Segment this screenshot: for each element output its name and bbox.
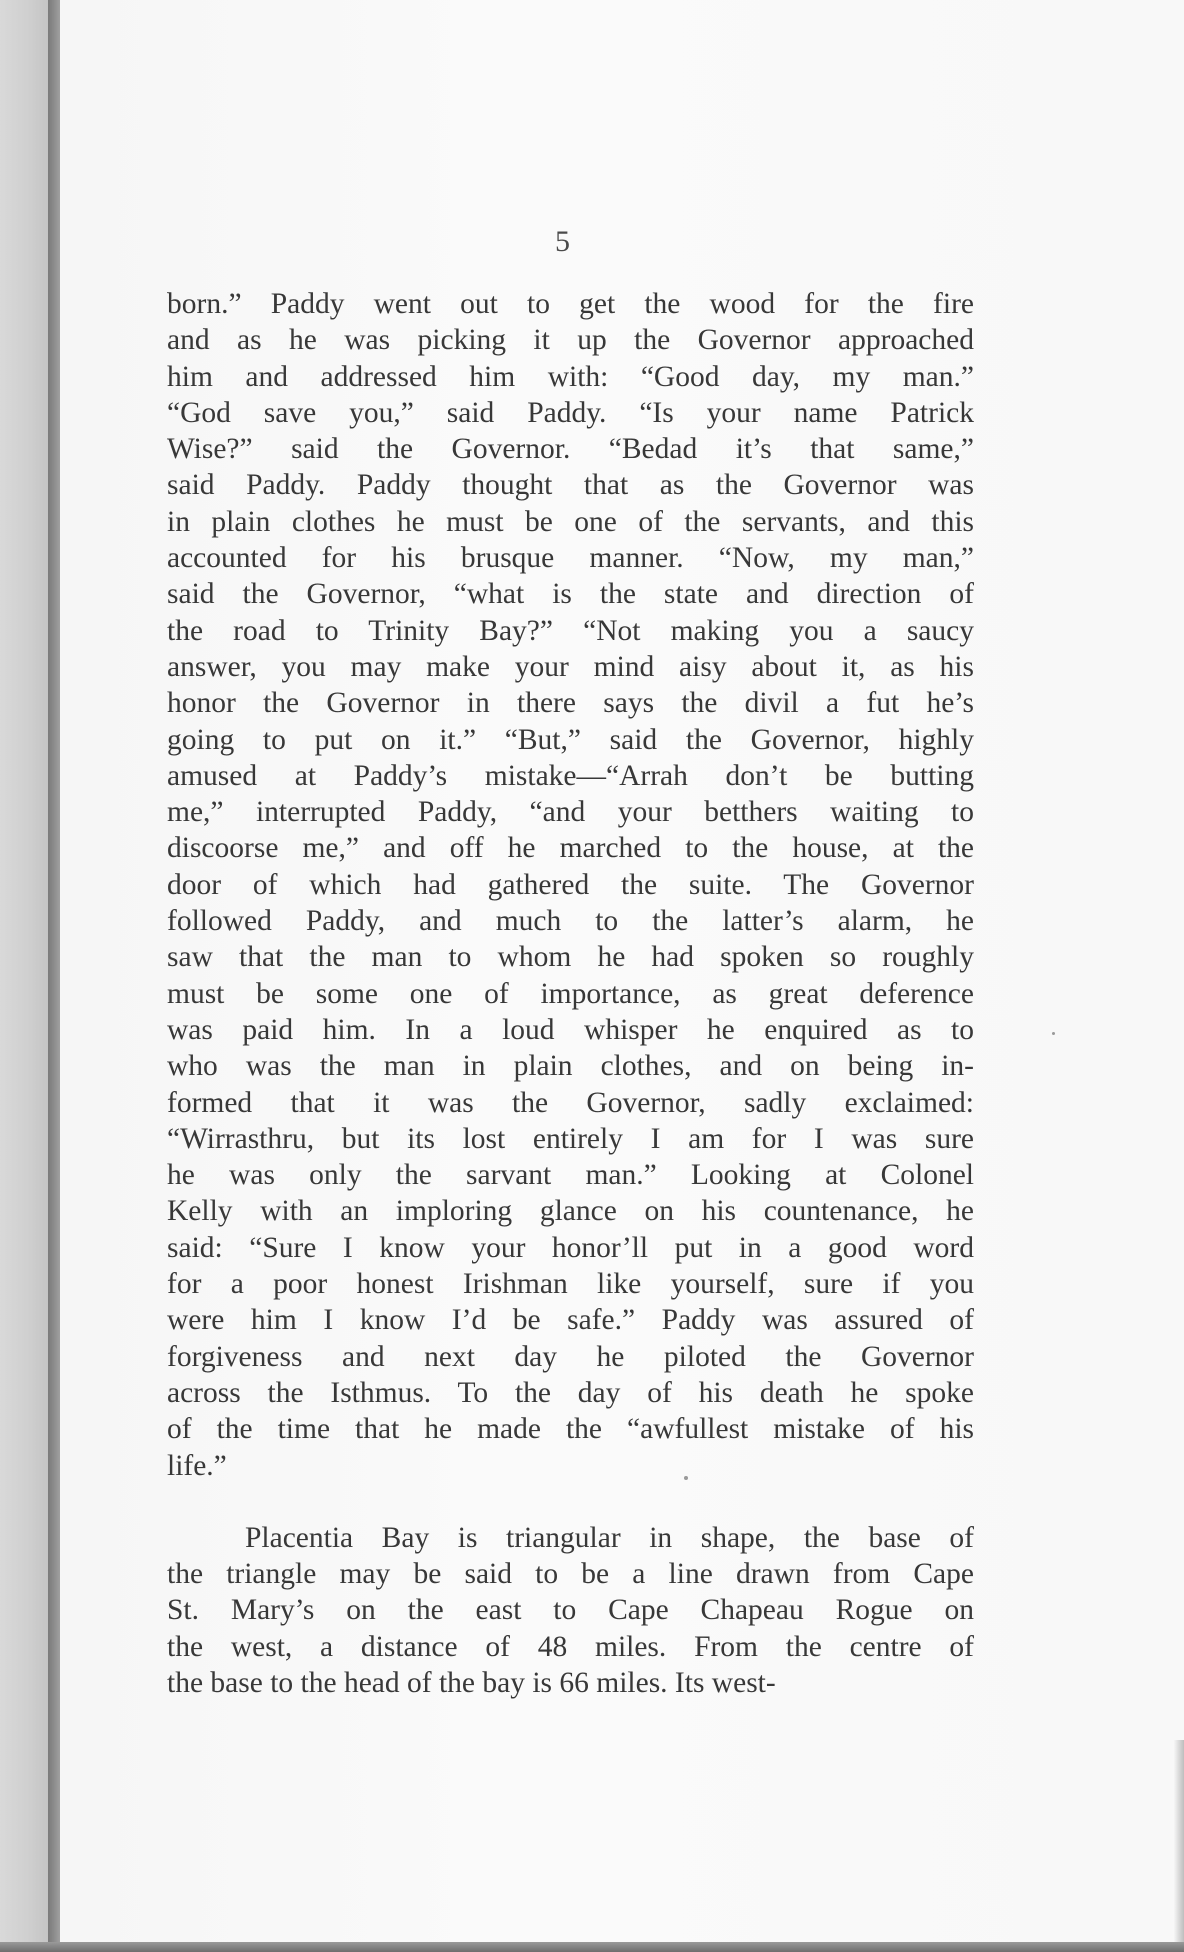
- text-line: said the Governor, “what is the state and direction of: [167, 578, 974, 611]
- text-line: for a poor honest Irishman like yourself, sure if you: [167, 1268, 974, 1301]
- paragraph-2: [167, 1520, 974, 1701]
- binding-edge: [48, 0, 60, 1952]
- text-line: he was only the sarvant man.” Looking at Colonel: [167, 1159, 974, 1192]
- text-line: me,” interrupted Paddy, “and your betthers waiting to: [167, 796, 974, 829]
- text-line: was paid him. In a loud whisper he enquired as to: [167, 1013, 974, 1046]
- text-line: said: “Sure I know your honor’ll put in a good word: [167, 1231, 974, 1264]
- text-line: St. Mary’s on the east to Cape Chapeau Rogue on: [167, 1594, 974, 1627]
- text-line: “God save you,” said Paddy. “Is your name Patrick: [167, 396, 974, 429]
- text-line: formed that it was the Governor, sadly exclaimed:: [167, 1086, 974, 1119]
- text-line: must be some one of importance, as great deference: [167, 977, 974, 1010]
- text-line: Kelly with an imploring glance on his countenance, he: [167, 1195, 974, 1228]
- text-line: Placentia Bay is triangular in shape, the base of: [245, 1521, 974, 1554]
- text-line: saw that the man to whom he had spoken so roughly: [167, 941, 974, 974]
- text-line: discoorse me,” and off he marched to the house, at the: [167, 832, 974, 865]
- scan-speck: [1052, 1032, 1055, 1035]
- bottom-page-edge: [0, 1942, 1184, 1952]
- text-line: the triangle may be said to be a line drawn from Cape: [167, 1558, 974, 1591]
- text-line: amused at Paddy’s mistake—“Arrah don’t be butting: [167, 759, 974, 792]
- text-line: going to put on it.” “But,” said the Governor, highly: [167, 723, 974, 756]
- spine-margin: [0, 0, 48, 1952]
- scan-speck: [684, 1476, 688, 1480]
- text-line: across the Isthmus. To the day of his death he spoke: [167, 1376, 974, 1409]
- text-line: Wise?” said the Governor. “Bedad it’s that same,”: [167, 433, 974, 466]
- text-line: in plain clothes he must be one of the servants, and this: [167, 505, 974, 538]
- body-text: [167, 286, 974, 1701]
- text-line: answer, you may make your mind aisy about it, as his: [167, 650, 974, 683]
- text-line: and as he was picking it up the Governor approached: [167, 324, 974, 357]
- text-line: door of which had gathered the suite. The Governor: [167, 868, 974, 901]
- text-line: him and addressed him with: “Good day, my man.”: [167, 360, 974, 393]
- text-line: were him I know I’d be safe.” Paddy was assured of: [167, 1304, 974, 1337]
- text-line: born.” Paddy went out to get the wood for the fire: [167, 288, 974, 320]
- page-number: 5: [555, 225, 570, 258]
- text-line: the road to Trinity Bay?” “Not making you a saucy: [167, 614, 974, 647]
- text-line: said Paddy. Paddy thought that as the Governor was: [167, 469, 974, 502]
- text-line: “Wirrasthru, but its lost entirely I am for I was sure: [167, 1122, 974, 1155]
- text-line: of the time that he made the “awfullest mistake of his: [167, 1413, 974, 1446]
- text-line: honor the Governor in there says the divil a fut he’s: [167, 687, 974, 720]
- text-line: life.”: [167, 1449, 227, 1482]
- text-line: the base to the head of the bay is 66 miles. Its west-: [167, 1666, 776, 1699]
- text-line: followed Paddy, and much to the latter’s alarm, he: [167, 905, 974, 938]
- paragraph-gap: [167, 1484, 974, 1520]
- page-corner-shadow: [1174, 1740, 1184, 1952]
- text-line: the west, a distance of 48 miles. From the centre of: [167, 1630, 974, 1663]
- text-line: forgiveness and next day he piloted the Governor: [167, 1340, 974, 1373]
- text-line: accounted for his brusque manner. “Now, my man,”: [167, 542, 974, 575]
- text-line: who was the man in plain clothes, and on being in-: [167, 1050, 974, 1083]
- paragraph-1: [167, 286, 974, 1484]
